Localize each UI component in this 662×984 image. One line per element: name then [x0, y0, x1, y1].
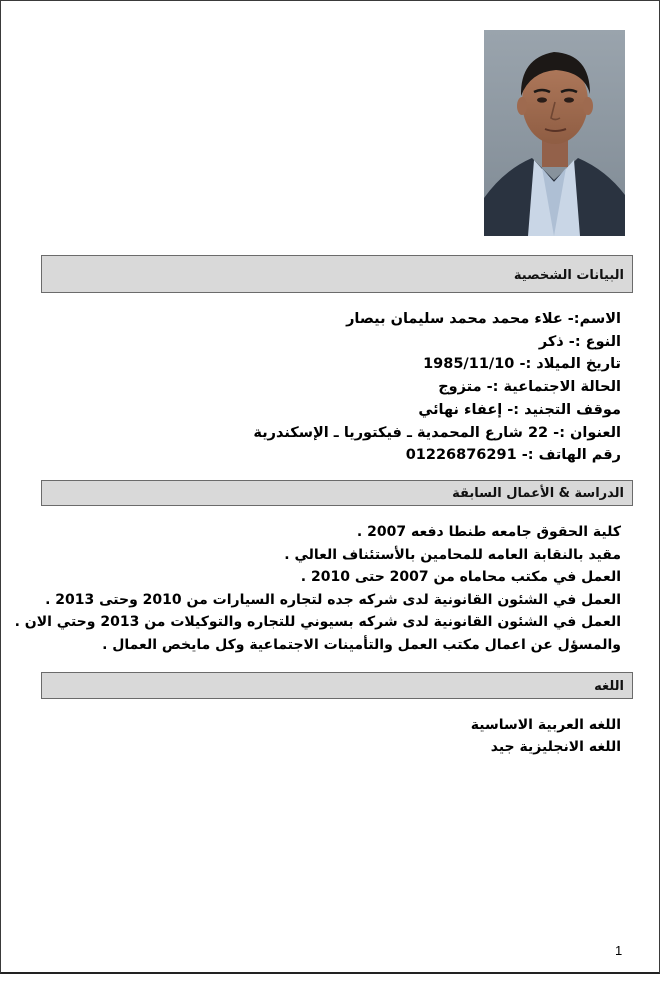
- list-item: مقيد بالنقابة العامه للمحامين بالأستئناف العالي .: [284, 546, 621, 563]
- personal-info-military-status: موقف التجنيد :- إعفاء نهائي: [418, 401, 621, 418]
- section-title-education-experience: الدراسة & الأعمال السابقة: [452, 486, 624, 501]
- languages-list: [471, 714, 621, 758]
- personal-info-name: الاسم:- علاء محمد محمد سليمان بيصار: [346, 311, 621, 327]
- profile-photo: [484, 30, 625, 236]
- section-header-languages: [41, 672, 633, 699]
- profile-photo-image: [484, 30, 625, 236]
- personal-info-marital-status: الحالة الاجتماعية :- متزوج: [438, 379, 621, 396]
- list-item: اللغه العربية الاساسية: [470, 717, 621, 733]
- personal-info-list: [253, 308, 621, 467]
- personal-info-phone: رقم الهاتف :- 01226876291: [405, 447, 621, 464]
- section-title-languages: اللغه: [594, 679, 624, 694]
- section-header-education-experience: [41, 480, 633, 506]
- section-title-personal-info: البيانات الشخصية: [513, 268, 624, 283]
- personal-info-address: العنوان :- 22 شارع المحمدية ـ فيكتوريا ـ الإسكندرية: [253, 424, 621, 441]
- list-item: والمسؤل عن اعمال مكتب العمل والتأمينات الاجتماعية وكل مايخص العمال .: [102, 636, 621, 653]
- section-header-personal-info: [41, 255, 633, 293]
- list-item: العمل في مكتب محاماه من 2007 حتى 2010 .: [300, 569, 621, 585]
- education-experience-list: [15, 521, 621, 656]
- personal-info-gender: النوع :- ذكر: [538, 333, 621, 350]
- page-number: 1: [615, 943, 623, 958]
- personal-info-birthdate: تاريخ الميلاد :- 1985/11/10: [423, 356, 621, 373]
- list-item: كلية الحقوق جامعه طنطا دفعه 2007 .: [356, 524, 621, 540]
- list-item: اللغه الانجليزية جيد: [490, 739, 621, 755]
- list-item: العمل في الشئون القانونية لدى شركه بسيوني للتجاره والتوكيلات من 2013 وحتي الان .: [14, 614, 621, 630]
- list-item: العمل في الشئون القانونية لدى شركه جده لتجاره السيارات من 2010 وحتى 2013 .: [45, 591, 621, 608]
